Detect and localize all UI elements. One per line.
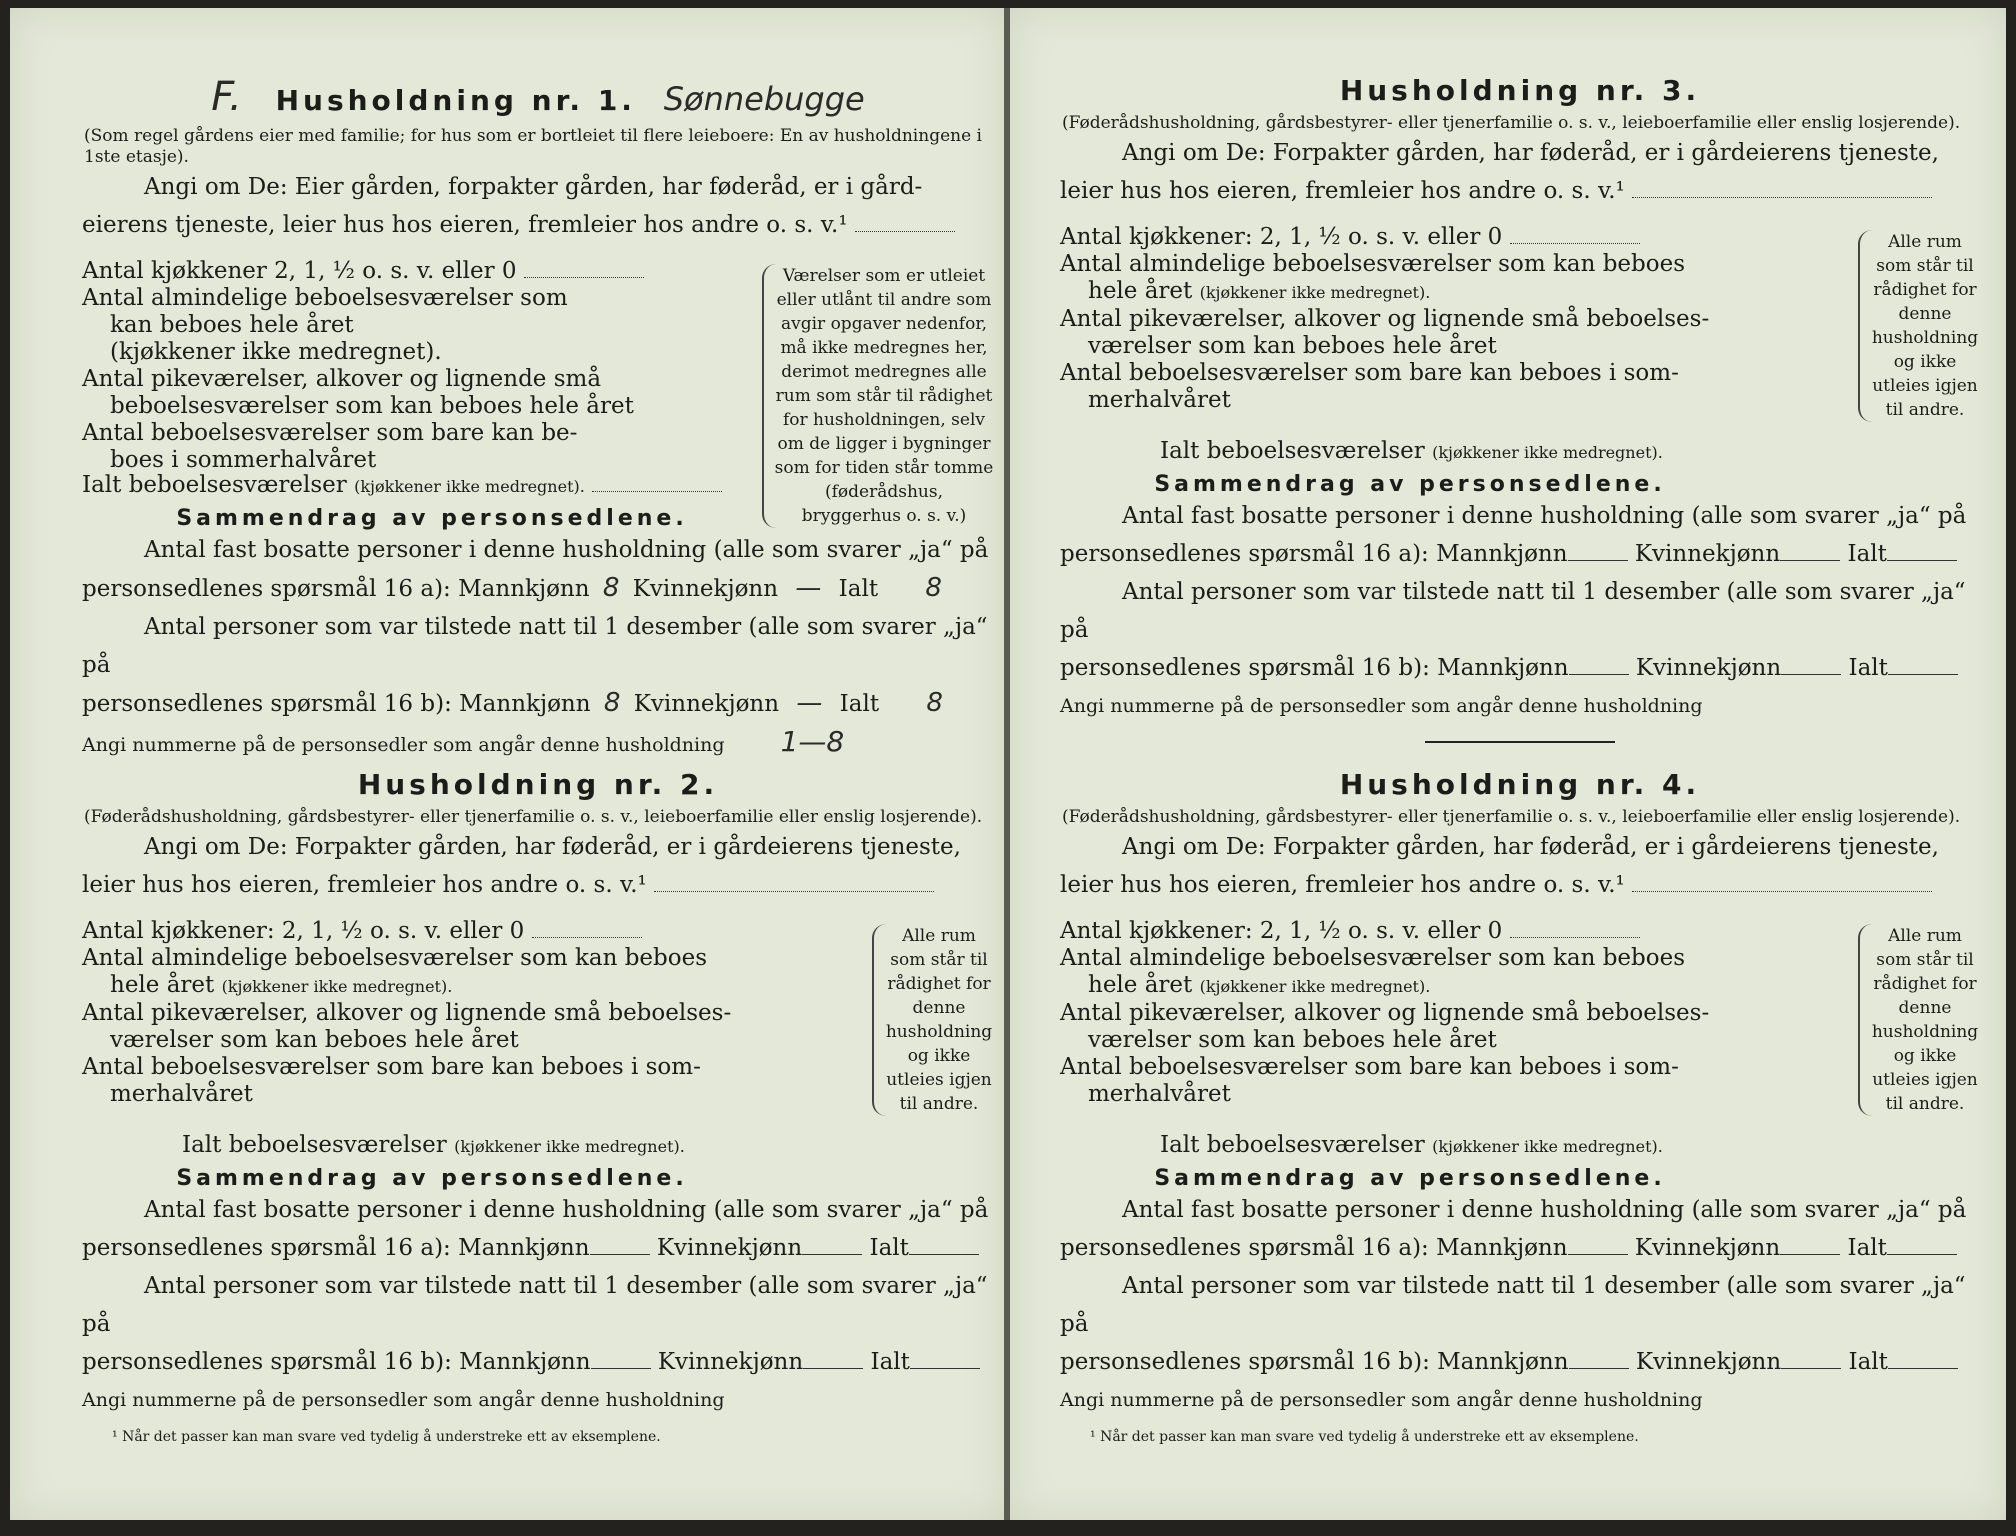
- h3-16a-label: personsedlenes spørsmål 16 a): Mannkjønn: [1060, 541, 1568, 567]
- household-2-title: Husholdning nr. 2.: [357, 768, 719, 801]
- h3-rooms-rows: [1060, 224, 1740, 414]
- h2-total-note: (kjøkkener ikke medregnet).: [454, 1137, 685, 1156]
- q16b-total-value: 8: [926, 688, 943, 718]
- ordinary-rooms-label-b: kan beboes hele året: [110, 312, 354, 338]
- q16b-men-value: 8: [603, 688, 621, 718]
- h3-16a-women-label: Kvinnekjønn: [1634, 541, 1781, 567]
- h2-angi-line-2: [82, 866, 994, 904]
- h2-kitchens-line: [532, 937, 642, 938]
- h4-16a-row: [1060, 1229, 1980, 1267]
- summary-16a-intro: Antal fast bosatte personer i denne husholdning (alle som svarer „ja“ på: [144, 537, 989, 563]
- h3-kitchens-label: Antal kjøkkener: 2, 1, ½ o. s. v. eller 0: [1060, 224, 1503, 250]
- ordinary-rooms-note: (kjøkkener ikke medregnet).: [110, 339, 442, 365]
- numbers-value: 1—8: [780, 725, 845, 758]
- h4-16a-men-line: [1568, 1232, 1628, 1255]
- household-3: [1060, 74, 1980, 743]
- rooms-block-2: [82, 918, 994, 1158]
- h3-16a-total-line: [1887, 538, 1957, 561]
- ordinary-rooms-label-a: Antal almindelige beboelsesværelser som: [82, 285, 568, 311]
- h2-16a-intro: Antal fast bosatte personer i denne husholdning (alle som svarer „ja“ på: [144, 1197, 989, 1223]
- h2-angi-line-2-text: leier hus hos eieren, fremleier hos andre o. s. v.¹: [82, 872, 647, 898]
- h2-16b-label: personsedlenes spørsmål 16 b): Mannkjønn: [82, 1349, 591, 1375]
- section-separator: [1425, 741, 1615, 743]
- h4-16a-intro: Antal fast bosatte personer i denne husholdning (alle som svarer „ja“ på: [1122, 1197, 1967, 1223]
- h3-16b-intro: Antal personer som var tilstede natt til 1 desember (alle som svarer „ja“ på: [1060, 579, 1966, 643]
- h3-16a-women-line: [1780, 538, 1840, 561]
- h2-small-rooms-b: værelser som kan beboes hele året: [110, 1027, 519, 1053]
- h3-ordinary-rooms-note: (kjøkkener ikke medregnet).: [1199, 283, 1431, 302]
- footnote-left: ¹ Når det passer kan man svare ved tydelig å understreke ett av eksemplene.: [112, 1429, 661, 1445]
- q16b-women-label: Kvinnekjønn: [633, 691, 780, 717]
- h4-16a-total-line: [1887, 1232, 1957, 1255]
- q16a-women-label: Kvinnekjønn: [632, 576, 779, 602]
- q16a-total-label: Ialt: [838, 576, 879, 602]
- h3-small-rooms-b: værelser som kan beboes hele året: [1088, 333, 1497, 359]
- h4-total-label: Ialt beboelsesværelser: [1160, 1132, 1425, 1158]
- total-rooms-row: [82, 472, 722, 498]
- h3-total-label: Ialt beboelsesværelser: [1160, 438, 1425, 464]
- h3-16b-row: [1060, 649, 1980, 687]
- summary-16b-row: [82, 684, 994, 723]
- h4-side-note: Alle rum som står til rådighet for denne husholdning og ikke utleies igjen til andre.: [1858, 924, 1980, 1116]
- h4-ordinary-rooms-b-text: hele året: [1088, 972, 1193, 998]
- h2-summer-rooms-a: Antal beboelsesværelser som bare kan beboes i som-: [82, 1054, 701, 1080]
- h3-angi-line-1: Angi om De: Forpakter gården, har føderåd, er i gårdeierens tjeneste,: [1122, 140, 1939, 166]
- rooms-rows: [82, 258, 702, 474]
- h2-angi-answer-line: [654, 891, 934, 892]
- h2-16b-total-label: Ialt: [870, 1349, 910, 1375]
- household-4-note: (Føderådshusholdning, gårdsbestyrer- eller tjenerfamilie o. s. v., leieboerfamilie eller enslig losjerende).: [1062, 807, 1961, 827]
- numbers-row: [82, 723, 994, 764]
- h4-kitchens-row: [1060, 918, 1740, 945]
- h4-ordinary-rooms-a: Antal almindelige beboelsesværelser som kan beboes: [1060, 945, 1686, 971]
- h4-16b-men-line: [1569, 1346, 1629, 1369]
- h2-16a-label: personsedlenes spørsmål 16 a): Mannkjønn: [82, 1235, 590, 1261]
- h4-angi-answer-line: [1632, 891, 1932, 892]
- h4-small-rooms-b: værelser som kan beboes hele året: [1088, 1027, 1497, 1053]
- h4-kitchens-line: [1510, 937, 1640, 938]
- h4-16b-total-label: Ialt: [1848, 1349, 1888, 1375]
- h3-16a-men-line: [1568, 538, 1628, 561]
- left-page: [10, 8, 1004, 1520]
- h4-summer-rooms-b: merhalvåret: [1088, 1081, 1231, 1107]
- q16a-total-value: 8: [925, 573, 942, 603]
- h3-16a-total-label: Ialt: [1847, 541, 1887, 567]
- h3-16b-total-line: [1888, 652, 1958, 675]
- household-2-note: (Føderådshusholdning, gårdsbestyrer- eller tjenerfamilie o. s. v., leieboerfamilie eller enslig losjerende).: [84, 807, 983, 827]
- h2-summer-rooms-b: merhalvåret: [110, 1081, 253, 1107]
- h3-16a-row: [1060, 535, 1980, 573]
- h3-kitchens-row: [1060, 224, 1740, 251]
- h2-ordinary-rooms-b: [82, 972, 732, 1000]
- rooms-block-4: [1060, 918, 1980, 1158]
- household-3-note: (Føderådshusholdning, gårdsbestyrer- eller tjenerfamilie o. s. v., leieboerfamilie eller enslig losjerende).: [1062, 113, 1961, 133]
- summary-heading-4: Sammendrag av personsedlene.: [1154, 1166, 1666, 1191]
- h3-16b-women-line: [1781, 652, 1841, 675]
- h4-16b-total-line: [1888, 1346, 1958, 1369]
- h2-ordinary-rooms-a: Antal almindelige beboelsesværelser som kan beboes: [82, 945, 708, 971]
- h3-ordinary-rooms-a: Antal almindelige beboelsesværelser som kan beboes: [1060, 251, 1686, 277]
- h2-16a-total-label: Ialt: [869, 1235, 909, 1261]
- h2-16b-men-line: [591, 1346, 651, 1369]
- h2-ordinary-rooms-b-text: hele året: [110, 972, 215, 998]
- h2-16a-men-line: [590, 1232, 650, 1255]
- h3-angi-line-2-text: leier hus hos eieren, fremleier hos andre o. s. v.¹: [1060, 178, 1625, 204]
- h4-16a-label: personsedlenes spørsmål 16 a): Mannkjønn: [1060, 1235, 1568, 1261]
- h3-side-note: Alle rum som står til rådighet for denne husholdning og ikke utleies igjen til andre.: [1858, 230, 1980, 422]
- h2-16b-women-line: [803, 1346, 863, 1369]
- h2-total-label: Ialt beboelsesværelser: [182, 1132, 447, 1158]
- h3-16b-women-label: Kvinnekjønn: [1635, 655, 1782, 681]
- h2-16a-women-label: Kvinnekjønn: [656, 1235, 803, 1261]
- total-rooms-label: Ialt beboelsesværelser: [82, 472, 347, 498]
- h2-16b-intro: Antal personer som var tilstede natt til 1 desember (alle som svarer „ja“ på: [82, 1273, 988, 1337]
- h2-ordinary-rooms-note: (kjøkkener ikke medregnet).: [221, 977, 453, 996]
- h4-kitchens-label: Antal kjøkkener: 2, 1, ½ o. s. v. eller 0: [1060, 918, 1503, 944]
- h2-16b-women-label: Kvinnekjønn: [657, 1349, 804, 1375]
- q16a-women-value: —: [795, 573, 822, 603]
- angi-line-2-text: eierens tjeneste, leier hus hos eieren, fremleier hos andre o. s. v.¹: [82, 212, 848, 238]
- h3-total-row: [1160, 438, 1663, 464]
- rooms-block-3: [1060, 224, 1980, 464]
- h2-16a-women-line: [802, 1232, 862, 1255]
- household-1: [82, 74, 994, 764]
- h3-ordinary-rooms-b: [1060, 278, 1740, 306]
- h4-rooms-rows: [1060, 918, 1740, 1108]
- h3-summer-rooms-b: merhalvåret: [1088, 387, 1231, 413]
- h2-rooms-rows: [82, 918, 732, 1108]
- h4-ordinary-rooms-b: [1060, 972, 1740, 1000]
- h3-ordinary-rooms-b-text: hele året: [1088, 278, 1193, 304]
- h4-ordinary-rooms-note: (kjøkkener ikke medregnet).: [1199, 977, 1431, 996]
- h4-small-rooms-a: Antal pikeværelser, alkover og lignende små beboelses-: [1060, 1000, 1710, 1026]
- h4-16a-total-label: Ialt: [1847, 1235, 1887, 1261]
- q16a-label: personsedlenes spørsmål 16 a): Mannkjønn: [82, 576, 590, 602]
- angi-answer-line: [855, 231, 955, 232]
- household-4: [1060, 768, 1980, 1445]
- h3-16a-intro: Antal fast bosatte personer i denne husholdning (alle som svarer „ja“ på: [1122, 503, 1967, 529]
- q16a-men-value: 8: [602, 573, 620, 603]
- h2-16a-total-line: [909, 1232, 979, 1255]
- h3-angi-answer-line: [1632, 197, 1932, 198]
- small-rooms-label-b: beboelsesværelser som kan beboes hele året: [110, 393, 634, 419]
- household-2: [82, 768, 994, 1445]
- h2-small-rooms-a: Antal pikeværelser, alkover og lignende små beboelses-: [82, 1000, 732, 1026]
- h4-angi-line-1: Angi om De: Forpakter gården, har føderåd, er i gårdeierens tjeneste,: [1122, 834, 1939, 860]
- h4-16b-label: personsedlenes spørsmål 16 b): Mannkjønn: [1060, 1349, 1569, 1375]
- small-rooms-label-a: Antal pikeværelser, alkover og lignende små: [82, 366, 602, 392]
- summer-rooms-label-a: Antal beboelsesværelser som bare kan be-: [82, 420, 578, 446]
- h3-angi-line-2: [1060, 172, 1980, 210]
- h4-total-row: [1160, 1132, 1663, 1158]
- angi-line-1: Angi om De: Eier gården, forpakter gården, har føderåd, er i gård-: [144, 174, 923, 200]
- kitchens-label: Antal kjøkkener 2, 1, ½ o. s. v. eller 0: [82, 258, 517, 284]
- h3-16b-men-line: [1569, 652, 1629, 675]
- rooms-side-note: Værelser som er utleiet eller utlånt til andre som avgir opgaver nedenfor, må ikke medregnes her, derimot medregnes alle rum som står til rådighet for husholdningen, selv om de ligger i bygninger som for tiden står tomme (føderådshus, bryggerhus o. s. v.): [762, 264, 994, 528]
- numbers-label: Angi nummerne på de personsedler som angår denne husholdning: [82, 734, 725, 756]
- h3-small-rooms-a: Antal pikeværelser, alkover og lignende små beboelses-: [1060, 306, 1710, 332]
- h2-16b-row: [82, 1343, 994, 1381]
- footnote-right: ¹ Når det passer kan man svare ved tydelig å understreke ett av eksemplene.: [1090, 1429, 1639, 1445]
- h2-16a-row: [82, 1229, 994, 1267]
- h3-kitchens-line: [1510, 243, 1640, 244]
- h4-summer-rooms-a: Antal beboelsesværelser som bare kan beboes i som-: [1060, 1054, 1679, 1080]
- handwritten-farm-name: Sønnebugge: [663, 80, 865, 118]
- title-text: Husholdning nr. 1.: [275, 84, 636, 117]
- household-4-title: Husholdning nr. 4.: [1339, 768, 1701, 801]
- household-1-note: (Som regel gårdens eier med familie; for hus som er bortleiet til flere leieboere: En av husholdningene i 1ste etasje).: [84, 126, 982, 167]
- summary-heading-1: Sammendrag av personsedlene.: [176, 506, 688, 531]
- h4-total-note: (kjøkkener ikke medregnet).: [1432, 1137, 1663, 1156]
- h2-total-row: [182, 1132, 685, 1158]
- h4-16a-women-line: [1780, 1232, 1840, 1255]
- summary-heading-2: Sammendrag av personsedlene.: [176, 1166, 688, 1191]
- q16b-label: personsedlenes spørsmål 16 b): Mannkjønn: [82, 691, 591, 717]
- total-rooms-line: [592, 491, 722, 492]
- summer-rooms-label-b: boes i sommerhalvåret: [110, 447, 377, 473]
- h4-numbers-label: Angi nummerne på de personsedler som angår denne husholdning: [1060, 1389, 1703, 1411]
- total-rooms-note: (kjøkkener ikke medregnet).: [354, 477, 585, 496]
- h4-16b-women-line: [1781, 1346, 1841, 1369]
- summary-heading-3: Sammendrag av personsedlene.: [1154, 472, 1666, 497]
- h2-numbers-row: [82, 1381, 994, 1419]
- h3-numbers-label: Angi nummerne på de personsedler som angår denne husholdning: [1060, 695, 1703, 717]
- kitchens-line: [524, 277, 644, 278]
- h4-16b-women-label: Kvinnekjønn: [1635, 1349, 1782, 1375]
- h4-16a-women-label: Kvinnekjønn: [1634, 1235, 1781, 1261]
- h2-side-note: Alle rum som står til rådighet for denne husholdning og ikke utleies igjen til andre.: [872, 924, 994, 1116]
- household-1-title: [82, 74, 994, 120]
- h3-numbers-row: [1060, 687, 1980, 725]
- h3-16b-label: personsedlenes spørsmål 16 b): Mannkjønn: [1060, 655, 1569, 681]
- h4-angi-line-2-text: leier hus hos eieren, fremleier hos andre o. s. v.¹: [1060, 872, 1625, 898]
- handwritten-mark: F.: [211, 74, 242, 120]
- household-3-title: Husholdning nr. 3.: [1339, 74, 1701, 107]
- h2-angi-line-1: Angi om De: Forpakter gården, har føderåd, er i gårdeierens tjeneste,: [144, 834, 961, 860]
- right-page: [1010, 8, 2006, 1520]
- h3-summer-rooms-a: Antal beboelsesværelser som bare kan beboes i som-: [1060, 360, 1679, 386]
- h4-16b-row: [1060, 1343, 1980, 1381]
- h3-16b-total-label: Ialt: [1848, 655, 1888, 681]
- h3-total-note: (kjøkkener ikke medregnet).: [1432, 443, 1663, 462]
- kitchens-row: [82, 258, 702, 285]
- h4-numbers-row: [1060, 1381, 1980, 1419]
- q16b-total-label: Ialt: [839, 691, 880, 717]
- h4-angi-line-2: [1060, 866, 1980, 904]
- h2-kitchens-row: [82, 918, 732, 945]
- summary-16b-intro: Antal personer som var tilstede natt til 1 desember (alle som svarer „ja“ på: [82, 614, 988, 678]
- h4-16b-intro: Antal personer som var tilstede natt til 1 desember (alle som svarer „ja“ på: [1060, 1273, 1966, 1337]
- summary-16a-row: [82, 569, 994, 608]
- h2-16b-total-line: [910, 1346, 980, 1369]
- q16b-women-value: —: [796, 688, 823, 718]
- h2-numbers-label: Angi nummerne på de personsedler som angår denne husholdning: [82, 1389, 725, 1411]
- h2-kitchens-label: Antal kjøkkener: 2, 1, ½ o. s. v. eller 0: [82, 918, 525, 944]
- angi-line-2: [82, 206, 994, 244]
